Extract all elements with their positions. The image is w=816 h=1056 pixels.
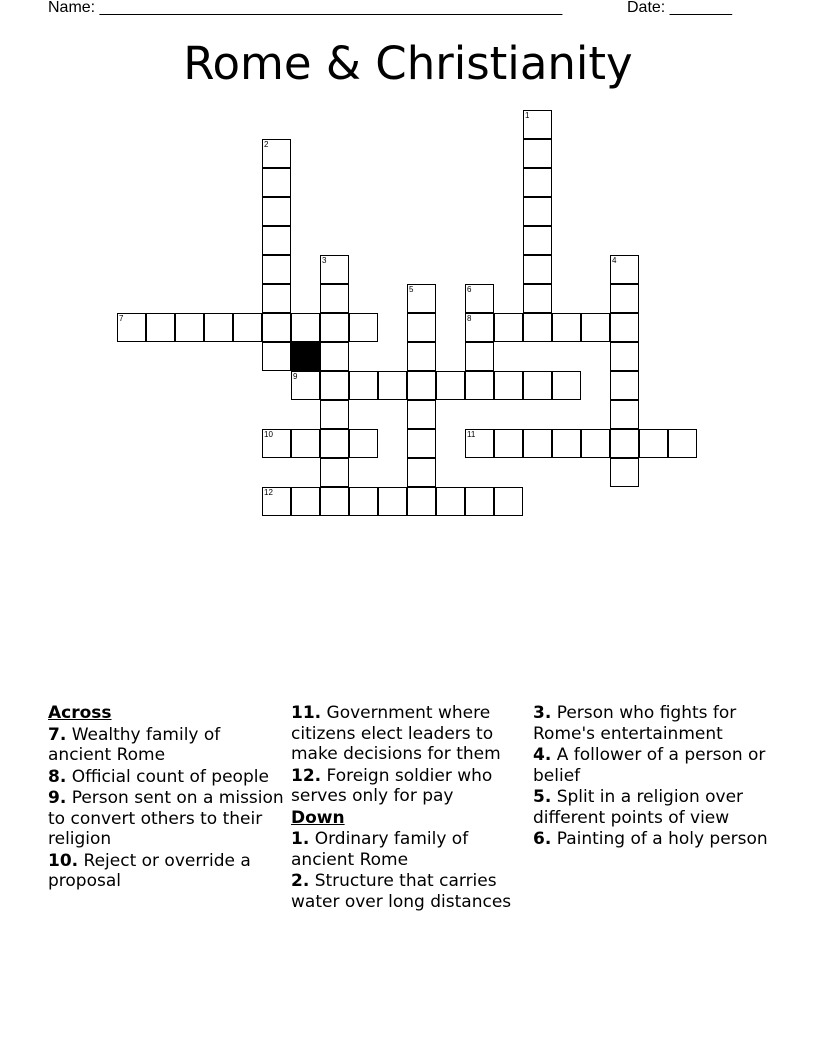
grid-cell[interactable] — [320, 458, 349, 487]
grid-cell[interactable] — [349, 429, 378, 458]
grid-cell[interactable] — [465, 429, 494, 458]
clue-text: Foreign soldier who serves only for pay — [291, 765, 493, 806]
clue-column-1 — [48, 703, 284, 893]
grid-cell[interactable] — [407, 313, 436, 342]
clue-item — [291, 871, 527, 912]
grid-cell[interactable] — [610, 458, 639, 487]
clue-item — [48, 767, 284, 788]
grid-cell[interactable] — [262, 313, 291, 342]
grid-cell[interactable] — [407, 400, 436, 429]
clue-column-3 — [533, 703, 769, 851]
grid-cell[interactable] — [523, 226, 552, 255]
clue-number-label: 12 — [264, 488, 273, 497]
clue-text: Official count of people — [66, 766, 269, 787]
grid-cell[interactable] — [262, 429, 291, 458]
clue-item — [533, 829, 769, 850]
clue-number-label: 6 — [467, 285, 472, 294]
grid-cell[interactable] — [407, 371, 436, 400]
clue-number: 9. — [48, 788, 67, 808]
grid-cell[interactable] — [291, 429, 320, 458]
grid-cell[interactable] — [262, 168, 291, 197]
clue-number: 7. — [48, 724, 67, 745]
grid-cell[interactable] — [465, 487, 494, 516]
grid-cell[interactable] — [407, 342, 436, 371]
page-title: Rome & Christianity — [183, 37, 633, 90]
clue-item — [48, 788, 284, 850]
grid-cell[interactable] — [610, 342, 639, 371]
grid-cell[interactable] — [552, 313, 581, 342]
clue-number: 4. — [533, 745, 552, 765]
clue-number-label: 5 — [409, 285, 414, 294]
clue-number: 10. — [48, 850, 79, 871]
grid-cell[interactable] — [523, 255, 552, 284]
clue-number-label: 7 — [119, 314, 124, 323]
grid-cell[interactable] — [233, 313, 262, 342]
clue-number: 5. — [533, 787, 552, 807]
grid-cell[interactable] — [204, 313, 233, 342]
grid-cell[interactable] — [494, 487, 523, 516]
across-heading: Across — [48, 703, 112, 723]
grid-cell[interactable] — [320, 429, 349, 458]
clue-column-2 — [291, 703, 527, 913]
clue-text: Structure that carries water over long distances — [291, 871, 512, 912]
grid-cell[interactable] — [668, 429, 697, 458]
grid-cell[interactable] — [262, 226, 291, 255]
grid-cell[interactable] — [349, 313, 378, 342]
clue-text: Split in a religion over different points of view — [533, 787, 744, 828]
grid-cell[interactable] — [494, 313, 523, 342]
clue-number: 6. — [533, 829, 552, 849]
grid-cell[interactable] — [523, 197, 552, 226]
grid-cell[interactable] — [523, 313, 552, 342]
grid-cell[interactable] — [523, 110, 552, 139]
grid-cell[interactable] — [581, 313, 610, 342]
clue-text: Painting of a holy person — [551, 829, 768, 849]
grid-cell[interactable] — [349, 487, 378, 516]
grid-cell[interactable] — [610, 284, 639, 313]
clue-number-label: 10 — [264, 430, 273, 439]
grid-cell[interactable] — [610, 400, 639, 429]
grid-cell[interactable] — [320, 284, 349, 313]
clue-number: 11. — [291, 703, 322, 723]
down-heading: Down — [291, 807, 345, 828]
grid-cell[interactable] — [610, 429, 639, 458]
clue-number: 12. — [291, 765, 322, 786]
clue-text: Government where citizens elect leaders to make decisions for them — [291, 703, 501, 764]
grid-cell[interactable] — [552, 371, 581, 400]
grid-cell[interactable] — [465, 371, 494, 400]
clue-text: Person who fights for Rome's entertainment — [533, 703, 737, 744]
clue-number: 1. — [291, 829, 310, 849]
clue-number-label: 8 — [467, 314, 472, 323]
clue-item — [48, 851, 284, 892]
grid-cell[interactable] — [320, 255, 349, 284]
grid-cell[interactable] — [262, 255, 291, 284]
grid-cell[interactable] — [523, 429, 552, 458]
clue-item — [291, 703, 527, 765]
grid-cell[interactable] — [610, 313, 639, 342]
grid-cell[interactable] — [349, 371, 378, 400]
grid-cell[interactable] — [465, 284, 494, 313]
grid-cell[interactable] — [378, 487, 407, 516]
grid-cell[interactable] — [320, 371, 349, 400]
grid-cell[interactable] — [610, 255, 639, 284]
grid-cell[interactable] — [262, 197, 291, 226]
grid-cell[interactable] — [262, 284, 291, 313]
grid-cell[interactable] — [465, 342, 494, 371]
clue-text: Ordinary family of ancient Rome — [291, 829, 469, 870]
clue-number: 2. — [291, 871, 310, 891]
grid-cell[interactable] — [494, 371, 523, 400]
clue-number-label: 3 — [322, 256, 327, 265]
clue-number: 8. — [48, 766, 67, 787]
grid-cell[interactable] — [523, 139, 552, 168]
grid-cell[interactable] — [407, 284, 436, 313]
grid-cell[interactable] — [436, 487, 465, 516]
clue-text: A follower of a person or belief — [533, 745, 766, 786]
date-field-label: Date: _______ — [627, 0, 732, 16]
grid-cell[interactable] — [639, 429, 668, 458]
grid-cell[interactable] — [117, 313, 146, 342]
clue-number: 3. — [533, 703, 552, 723]
clue-number-label: 9 — [293, 372, 298, 381]
name-field-label: Name: ____________________________________________________ — [48, 0, 563, 16]
grid-cell[interactable] — [465, 313, 494, 342]
grid-cell[interactable] — [320, 342, 349, 371]
grid-cell[interactable] — [523, 168, 552, 197]
grid-cell[interactable] — [407, 487, 436, 516]
grid-cell[interactable] — [581, 429, 610, 458]
grid-cell[interactable] — [320, 487, 349, 516]
clue-item — [533, 787, 769, 828]
clue-text: Wealthy family of ancient Rome — [48, 724, 221, 765]
grid-cell[interactable] — [175, 313, 204, 342]
clue-number-label: 11 — [467, 430, 476, 439]
grid-cell[interactable] — [262, 487, 291, 516]
grid-cell[interactable] — [407, 458, 436, 487]
clue-item — [291, 766, 527, 807]
grid-cell[interactable] — [320, 313, 349, 342]
clue-item — [291, 829, 527, 870]
grid-cell[interactable] — [523, 371, 552, 400]
grid-cell[interactable] — [610, 371, 639, 400]
grid-cell[interactable] — [436, 371, 465, 400]
grid-cell[interactable] — [262, 342, 291, 371]
clue-number-label: 4 — [612, 256, 617, 265]
grid-cell[interactable] — [523, 284, 552, 313]
grid-block-cell — [291, 342, 320, 371]
clue-text: Reject or override a proposal — [48, 850, 251, 891]
grid-cell[interactable] — [262, 139, 291, 168]
grid-cell[interactable] — [407, 429, 436, 458]
grid-cell[interactable] — [291, 487, 320, 516]
clue-number-label: 2 — [264, 140, 269, 149]
clue-item — [533, 745, 769, 786]
grid-cell[interactable] — [494, 429, 523, 458]
clue-item — [533, 703, 769, 744]
clue-number-label: 1 — [525, 111, 530, 120]
grid-cell[interactable] — [320, 400, 349, 429]
grid-cell[interactable] — [291, 313, 320, 342]
grid-cell[interactable] — [291, 371, 320, 400]
clue-text: Person sent on a mission to convert others to their religion — [48, 788, 284, 849]
grid-cell[interactable] — [146, 313, 175, 342]
clue-item — [48, 725, 284, 766]
grid-cell[interactable] — [552, 429, 581, 458]
grid-cell[interactable] — [378, 371, 407, 400]
